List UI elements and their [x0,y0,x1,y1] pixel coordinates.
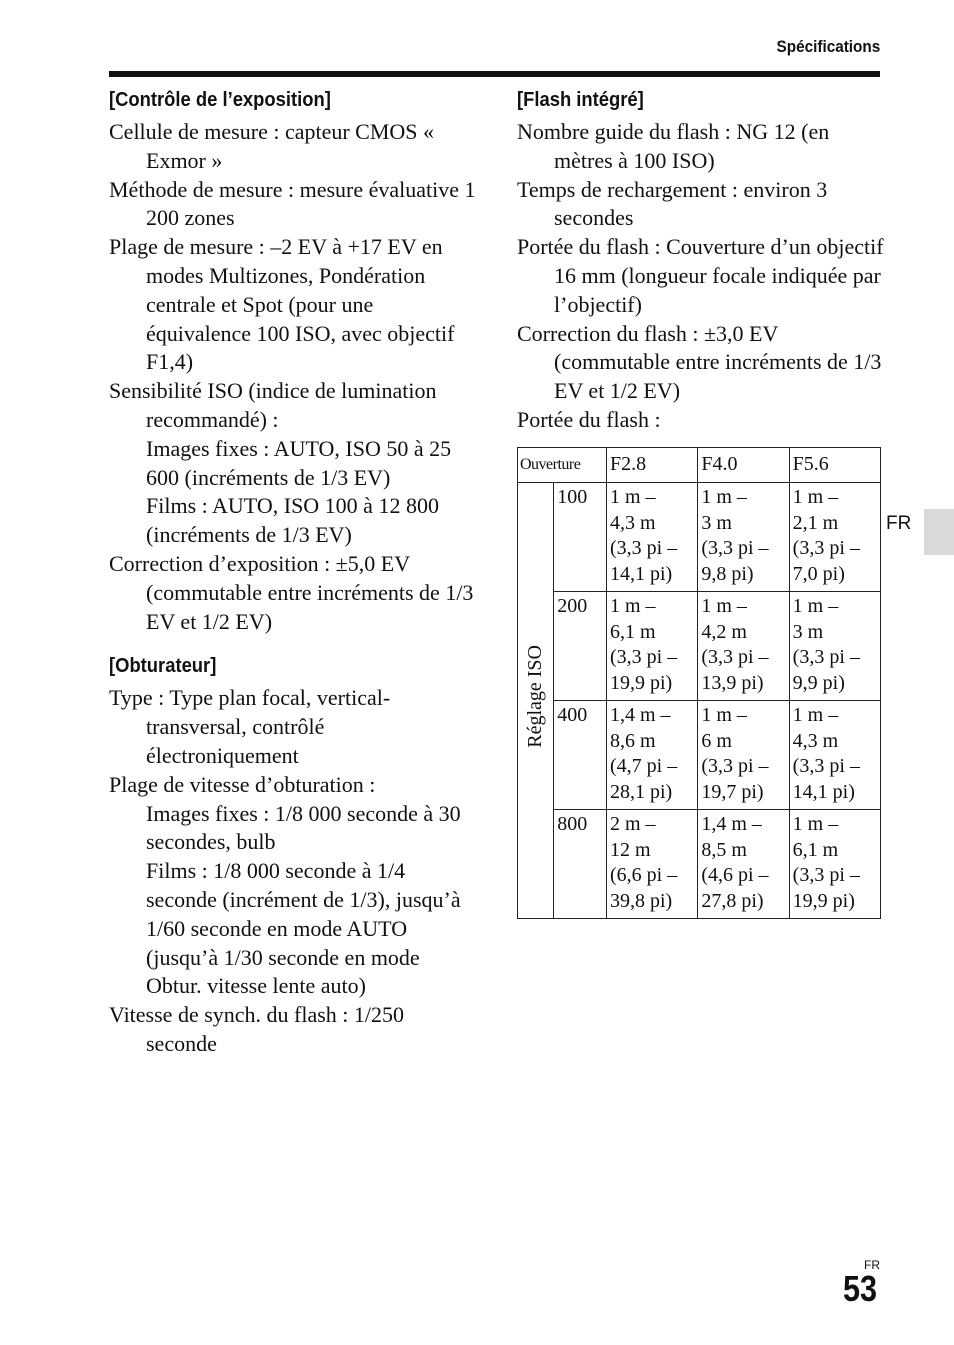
spec-text: Type : Type plan focal, vertical-transversal, contrôlé électroniquement [109,685,391,768]
range-line: 3 m [701,511,732,534]
spec-item [517,233,887,319]
range-line: 1,4 m – [610,704,671,726]
spec-subline: Images fixes : AUTO, ISO 50 à 25 600 (incréments de 1/3 EV) [146,435,452,490]
range-line: 4,3 m [792,729,839,752]
range-line: 1 m – [610,486,656,508]
range-line: 2,1 m [792,511,839,534]
spec-item [517,176,887,234]
range-cell [607,592,698,701]
spec-subline: Films : AUTO, ISO 100 à 12 800 (incréments de 1/3 EV) [146,493,439,548]
table-row [518,592,881,701]
range-line: 13,9 pi) [701,671,764,694]
range-line: 28,1 pi) [610,780,673,803]
range-line: 6,1 m [610,620,656,643]
range-line: 14,1 pi) [610,562,673,585]
spec-text: Correction du flash : ±3,0 EV (commutable entre incréments de 1/3 EV et 1/2 EV) [517,320,882,404]
range-line: (4,7 pi – [610,755,678,777]
spec-text: Nombre guide du flash : NG 12 (en mètres à 100 ISO) [517,119,830,173]
range-line: 1 m – [610,595,656,617]
spec-text: Plage de vitesse d’obturation : [109,771,376,797]
iso-axis-cell [518,483,554,919]
range-line: 1 m – [792,813,839,835]
range-cell [698,592,789,701]
top-rule [109,71,880,77]
spec-item [517,320,887,406]
spec-item [109,176,479,234]
range-cell [698,701,789,810]
spec-subline: Films : 1/8 000 seconde à 1/4 seconde (incrément de 1/3), jusqu’à 1/60 seconde en mode AUTO (jusqu’à 1/30 seconde en mode Obtur. vitesse lente auto) [146,858,461,999]
range-line: 19,9 pi) [610,671,673,694]
range-line: 7,0 pi) [792,562,845,585]
table-row [518,810,881,919]
table-corner-header: Ouverture [518,448,607,483]
exposure-heading: [Contrôle de l’exposition] [109,89,331,111]
range-line: (3,3 pi – [610,646,678,668]
range-line: (3,3 pi – [701,755,769,777]
aperture-header: F4.0 [698,448,789,483]
spec-item [109,550,479,636]
spec-item [109,377,479,550]
range-line: 9,9 pi) [792,671,845,694]
page-number: 53 [843,1268,878,1309]
running-title: Spécifications [776,37,880,56]
aperture-header: F5.6 [789,448,880,483]
range-line: 1 m – [792,595,839,617]
range-line: 19,9 pi) [792,889,855,912]
range-line: 6 m [701,729,732,752]
range-line: (6,6 pi – [610,864,678,886]
iso-value: 200 [554,592,607,701]
range-line: 14,1 pi) [792,780,855,803]
spec-item [109,1001,479,1059]
range-line: 12 m [610,838,651,861]
range-line: 27,8 pi) [701,889,764,912]
exposure-spec-list [109,118,479,636]
range-cell [607,810,698,919]
range-cell [698,810,789,919]
right-column [517,86,887,435]
range-cell [607,483,698,592]
range-line: (3,3 pi – [610,537,678,559]
iso-value: 800 [554,810,607,919]
iso-value: 100 [554,483,607,592]
range-line: 1,4 m – [701,813,762,835]
range-line: 9,8 pi) [701,562,754,585]
range-line: 1 m – [792,704,839,726]
range-line: 1 m – [701,595,747,617]
range-cell [698,483,789,592]
range-line: (3,3 pi – [792,755,860,777]
range-line: (3,3 pi – [792,537,860,559]
spec-text: Correction d’exposition : ±5,0 EV (commutable entre incréments de 1/3 EV et 1/2 EV) [109,550,474,634]
spec-text: Temps de rechargement : environ 3 secondes [517,176,828,231]
range-line: (3,3 pi – [792,646,860,668]
range-line: 3 m [792,620,824,643]
flash-heading: [Flash intégré] [517,89,644,111]
shutter-heading: [Obturateur] [109,655,217,678]
range-line: (3,3 pi – [701,537,769,559]
left-column [109,86,479,1059]
spec-item [517,406,887,435]
range-cell [607,701,698,810]
range-line: (4,6 pi – [701,864,769,886]
spec-text: Portée du flash : [517,406,661,432]
iso-value: 400 [554,701,607,810]
range-cell [789,483,880,592]
range-line: 39,8 pi) [610,889,673,912]
iso-axis-label: Réglage ISO [523,645,546,749]
spec-item [109,684,479,770]
spec-text: Portée du flash : Couverture d’un objectif 16 mm (longueur focale indiquée par l’objectif) [517,234,884,317]
flash-spec-list [517,118,887,435]
aperture-header: F2.8 [607,448,698,483]
spec-item [109,118,479,176]
spec-text: Sensibilité ISO (indice de lumination recommandé) : [109,378,437,432]
range-line: 6,1 m [792,838,839,861]
range-line: 1 m – [792,486,839,508]
spec-item [109,771,479,1001]
spec-text: Cellule de mesure : capteur CMOS « Exmor » [109,119,435,173]
spec-item [517,118,887,176]
range-cell [789,701,880,810]
shutter-spec-list [109,684,479,1058]
range-line: 4,3 m [610,511,656,534]
range-line: 1 m – [701,486,747,508]
spec-item [109,233,479,377]
side-language-tab [924,509,954,555]
range-cell [789,592,880,701]
range-line: 4,2 m [701,620,747,643]
spec-subline: Images fixes : 1/8 000 seconde à 30 secondes, bulb [146,800,461,855]
spec-text: Plage de mesure : –2 EV à +17 EV en modes Multizones, Pondération centrale et Spot (pour une équivalence 100 ISO, avec objectif F1,4) [109,234,455,375]
range-line: 19,7 pi) [701,780,764,803]
spec-text: Méthode de mesure : mesure évaluative 1 200 zones [109,176,476,231]
spec-text: Vitesse de synch. du flash : 1/250 seconde [109,1002,405,1056]
table-row [518,701,881,810]
range-line: (3,3 pi – [792,864,860,886]
range-cell [789,810,880,919]
flash-range-table [517,447,881,919]
range-line: 8,5 m [701,838,747,861]
range-line: (3,3 pi – [701,646,769,668]
range-line: 8,6 m [610,729,656,752]
side-language-label: FR [886,513,912,534]
range-line: 1 m – [701,704,747,726]
table-row [518,483,881,592]
footer-language: FR [864,1258,880,1272]
range-line: 2 m – [610,813,656,835]
